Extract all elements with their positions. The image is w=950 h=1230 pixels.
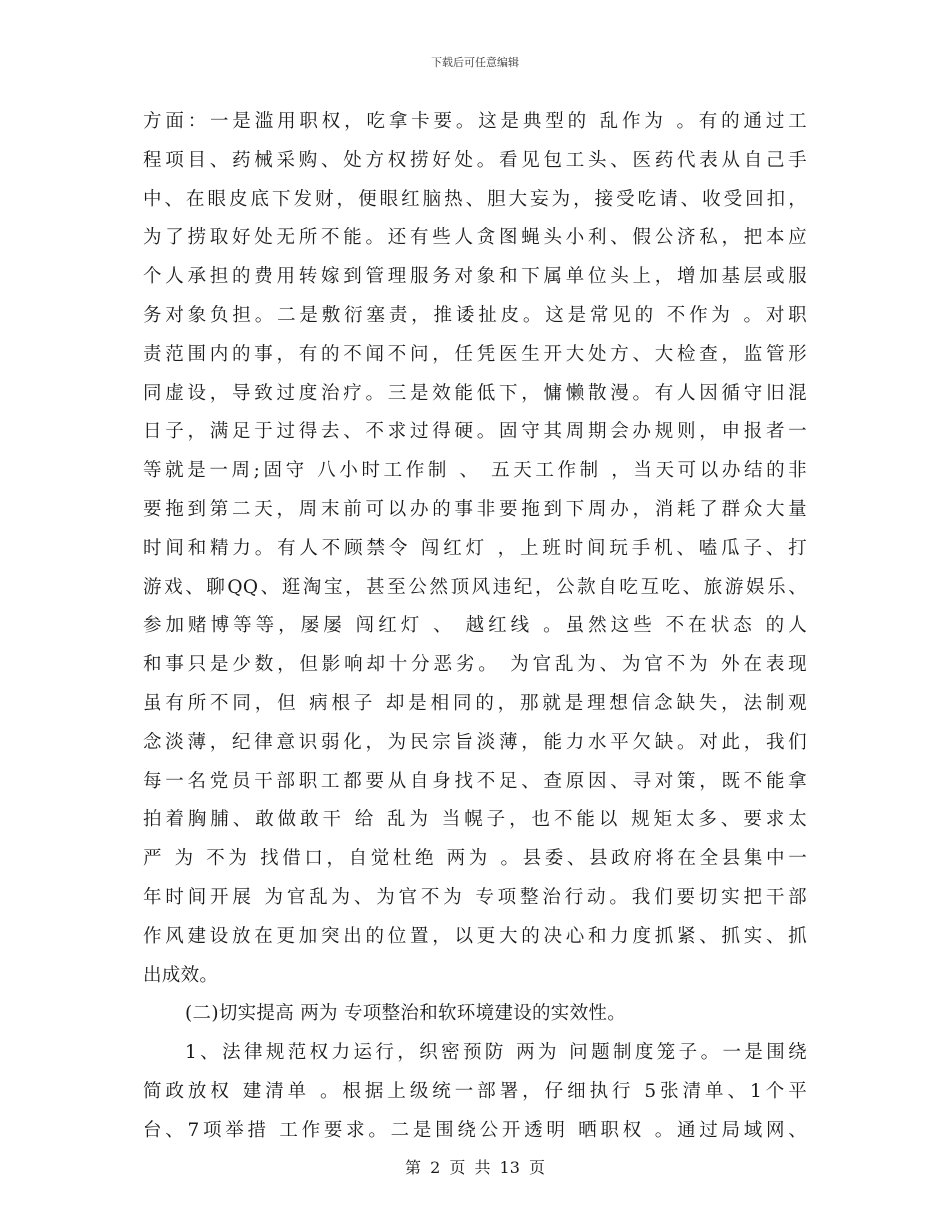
- text-line: 务对象负担。二是敷衍塞责，推诿扯皮。这是常见的 不作为 。对职: [143, 304, 807, 326]
- text-line: 游戏、聊QQ、逛淘宝，甚至公然顶风违纪，公款自吃互吃、旅游娱乐、: [143, 576, 807, 598]
- text-line: 每一名党员干部职工都要从自身找不足、查原因、寻对策，既不能拿: [143, 770, 807, 792]
- text-line: 责范围内的事，有的不闻不问，任凭医生开大处方、大检查，监管形: [143, 343, 807, 365]
- text-line: 等就是一周;固守 八小时工作制 、 五天工作制 ，当天可以办结的非: [143, 460, 807, 482]
- text-line: 为了捞取好处无所不能。还有些人贪图蝇头小利、假公济私，把本应: [143, 227, 807, 249]
- text-line: 和事只是少数，但影响却十分恶劣。 为官乱为、为官不为 外在表现: [143, 654, 807, 676]
- text-line: 年时间开展 为官乱为、为官不为 专项整治行动。我们要切实把干部: [143, 886, 807, 908]
- text-line: 同虚设，导致过度治疗。三是效能低下，慵懒散漫。有人因循守旧混: [143, 382, 807, 404]
- text-line: 日子，满足于过得去、不求过得硬。固守其周期会办规则，申报者一: [143, 421, 807, 443]
- page-number-footer: 第 2 页 共 13 页: [405, 1158, 545, 1177]
- text-line: 参加赌博等等，屡屡 闯红灯 、 越红线 。虽然这些 不在状态 的人: [143, 615, 807, 637]
- page-header-note: 下载后可任意编辑: [431, 56, 519, 69]
- text-line: 1、法律规范权力运行，织密预防 两为 问题制度笼子。一是围绕: [185, 1042, 807, 1064]
- text-line: 作风建设放在更加突出的位置，以更大的决心和力度抓紧、抓实、抓: [143, 925, 807, 947]
- text-line: 拍着胸脯、敢做敢干 给 乱为 当幌子，也不能以 规矩太多、要求太: [143, 809, 807, 831]
- text-line: 方面：一是滥用职权，吃拿卡要。这是典型的 乱作为 。有的通过工: [143, 111, 807, 132]
- text-line: 虽有所不同，但 病根子 却是相同的，那就是理想信念缺失，法制观: [143, 692, 807, 714]
- document-body: [143, 103, 807, 1151]
- text-line: 念淡薄，纪律意识弱化，为民宗旨淡薄，能力水平欠缺。对此，我们: [143, 731, 807, 753]
- text-line: 个人承担的费用转嫁到管理服务对象和下属单位头上，增加基层或服: [143, 266, 807, 288]
- text-line: 时间和精力。有人不顾禁令 闯红灯 ，上班时间玩手机、嗑瓜子、打: [143, 537, 807, 559]
- text-line: 简政放权 建清单 。根据上级统一部署，仔细执行 5张清单、1个平: [143, 1080, 807, 1102]
- text-line: 中、在眼皮底下发财，便眼红脑热、胆大妄为，接受吃请、收受回扣，: [143, 188, 807, 210]
- text-line: 台、7项举措 工作要求。二是围绕公开透明 晒职权 。通过局域网、: [143, 1119, 807, 1141]
- text-line: 要拖到第二天，周末前可以办的事非要拖到下周办，消耗了群众大量: [143, 498, 807, 520]
- section-heading: (二)切实提高 两为 专项整治和软环境建设的实效性。: [185, 1003, 626, 1025]
- text-line: 程项目、药械采购、处方权捞好处。看见包工头、医药代表从自己手: [143, 149, 807, 171]
- text-line: 出成效。: [143, 964, 219, 986]
- text-line: 严 为 不为 找借口，自觉杜绝 两为 。县委、县政府将在全县集中一: [143, 848, 807, 870]
